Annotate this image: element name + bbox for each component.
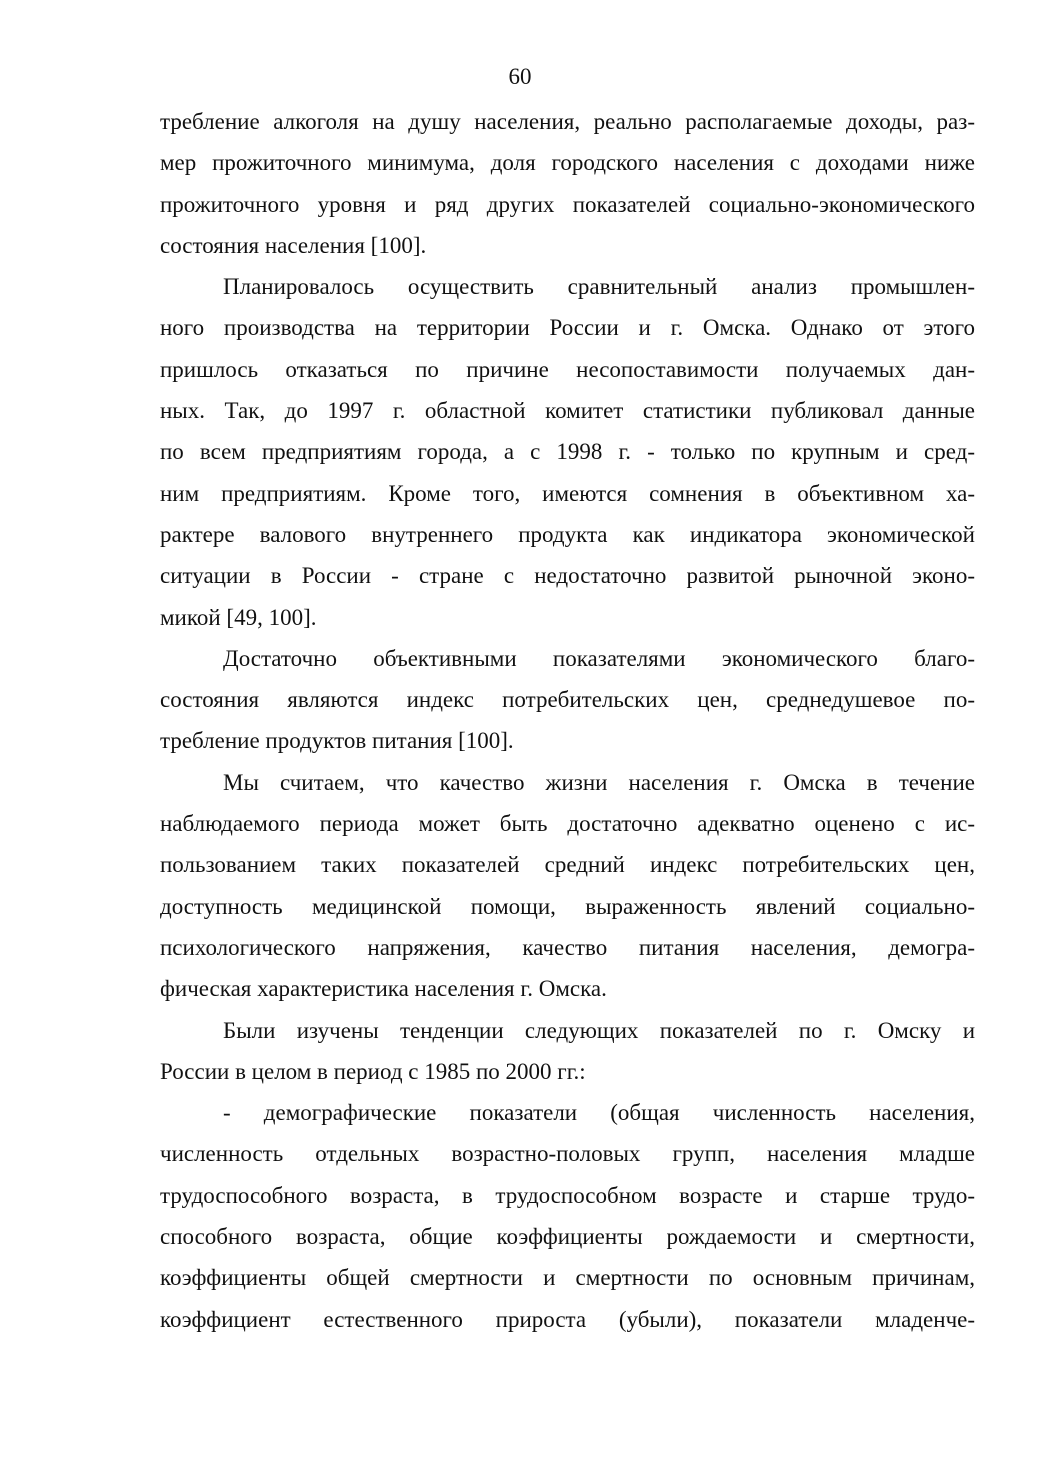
text-line: фическая характеристика населения г. Омска. (160, 976, 607, 1002)
text-line: доступность медицинской помощи, выраженность явлений социально- (160, 893, 975, 919)
text-line: Мы считаем, что качество жизни населения г. Омска в течение (223, 769, 975, 795)
text-line: коэффициент естественного прироста (убыли), показатели младенче- (160, 1306, 975, 1332)
text-line: состояния являются индекс потребительских цен, среднедушевое по- (160, 687, 975, 713)
text-line: ним предприятиям. Кроме того, имеются сомнения в объективном ха- (160, 480, 975, 506)
text-line: прожиточного уровня и ряд других показателей социально-экономического (160, 191, 975, 217)
text-line: состояния населения [100]. (160, 232, 427, 258)
text-line: пользованием таких показателей средний индекс потребительских цен, (160, 852, 975, 878)
text-line: рактере валового внутреннего продукта как индикатора экономической (160, 521, 975, 547)
text-line: Достаточно объективными показателями экономического благо- (223, 645, 975, 671)
text-line: Были изучены тенденции следующих показателей по г. Омску и (223, 1017, 975, 1043)
text-line: способного возраста, общие коэффициенты рождаемости и смертности, (160, 1224, 975, 1250)
text-line: требление алкоголя на душу населения, реально располагаемые доходы, раз- (160, 109, 975, 134)
body-text (160, 101, 975, 1340)
text-line: Планировалось осуществить сравнительный анализ промышлен- (223, 274, 975, 300)
text-line: - демографические показатели (общая численность населения, (223, 1100, 975, 1126)
text-line: пришлось отказаться по причине несопоставимости получаемых дан- (160, 356, 975, 382)
text-line: психологического напряжения, качество питания населения, демогра- (160, 934, 975, 960)
text-line: численность отдельных возрастно-половых групп, населения младше (160, 1141, 975, 1167)
text-line: коэффициенты общей смертности и смертности по основным причинам, (160, 1265, 975, 1291)
text-line: России в целом в период с 1985 по 2000 гг.: (160, 1058, 586, 1084)
text-line: ситуации в России - стране с недостаточно развитой рыночной эконо- (160, 563, 975, 589)
text-line: требление продуктов питания [100]. (160, 728, 514, 754)
text-line: микой [49, 100]. (160, 604, 317, 630)
text-line: мер прожиточного минимума, доля городского населения с доходами ниже (160, 150, 975, 176)
text-line: ных. Так, до 1997 г. областной комитет статистики публиковал данные (160, 398, 975, 424)
text-line: наблюдаемого периода может быть достаточно адекватно оценено с ис- (160, 811, 975, 837)
text-line: ного производства на территории России и г. Омска. Однако от этого (160, 315, 975, 341)
text-line: трудоспособного возраста, в трудоспособном возрасте и старше трудо- (160, 1182, 975, 1208)
text-line: по всем предприятиям города, а с 1998 г. - только по крупным и сред- (160, 439, 975, 465)
page-number: 60 (508, 64, 532, 89)
